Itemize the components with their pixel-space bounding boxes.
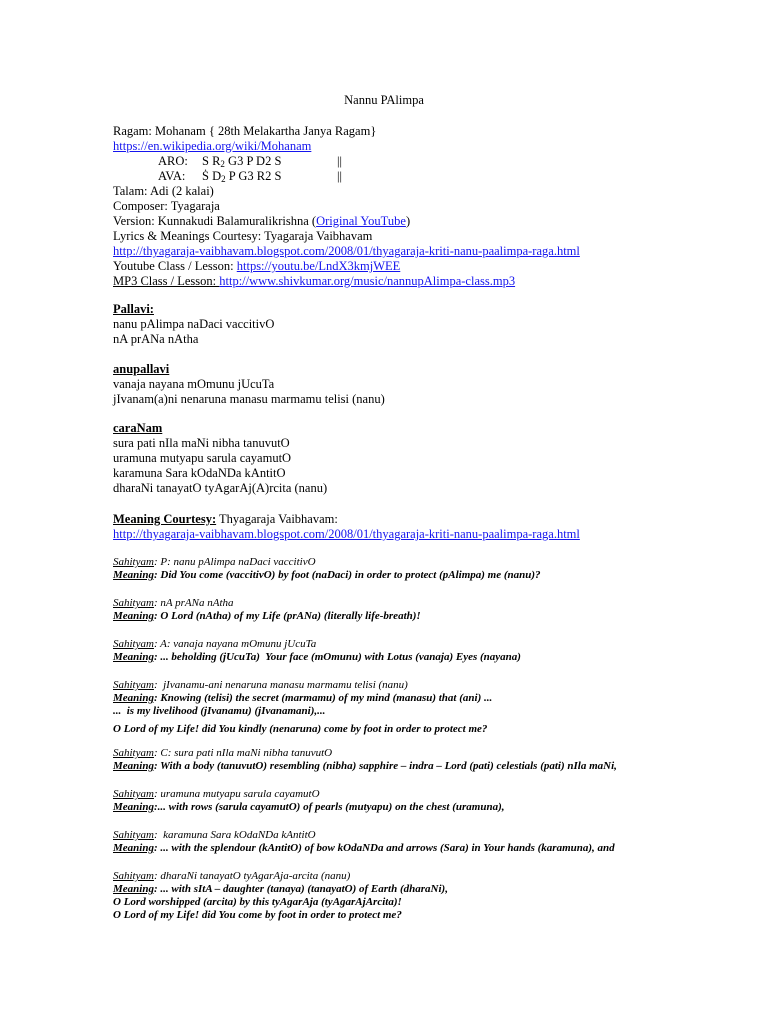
meaning-continuation: O Lord of my Life! did You kindly (nenaruna) come by foot in order to protect me? (113, 723, 488, 735)
sahityam-line: Sahityam: dharaNi tanayatO tyAgarAja-arcita (nanu) (113, 870, 351, 882)
meaning-block-7 (113, 829, 615, 855)
anupallavi-heading: anupallavi (113, 362, 170, 376)
anupallavi-line: vanaja nayana mOmunu jUcuTa (113, 377, 275, 391)
meaning-continuation: ... is my livelihood (jIvanamu) (jIvanamani),... (113, 705, 326, 717)
meaning-courtesy-section (113, 512, 580, 542)
meaning-block-1 (113, 556, 541, 582)
meaning-courtesy-link[interactable]: http://thyagaraja-vaibhavam.blogspot.com/2008/01/thyagaraja-kriti-nanu-paalimpa-raga.html (113, 527, 580, 541)
meaning-courtesy-heading: Meaning Courtesy: (113, 512, 217, 526)
meaning-block-3 (113, 638, 521, 664)
composer-line: Composer: Tyagaraja (113, 199, 220, 213)
meaning-line: Meaning:... with rows (sarula cayamutO) of pearls (mutyapu) on the chest (uramuna), (113, 801, 505, 813)
caranam-line: uramuna mutyapu sarula cayamutO (113, 451, 292, 465)
youtube-class-line: Youtube Class / Lesson: https://youtu.be/LndX3kmjWEE (113, 259, 401, 273)
song-info (113, 124, 580, 289)
meaning-block-4 (113, 679, 492, 736)
ava-end: || (337, 169, 343, 183)
anupallavi-line: jIvanam(a)ni nenaruna manasu marmamu telisi (nanu) (113, 392, 385, 406)
version-line: Version: Kunnakudi Balamuralikrishna (Original YouTube) (113, 214, 411, 228)
meaning-block-6 (113, 788, 504, 814)
meaning-block-2 (113, 597, 421, 623)
mp3-class-link[interactable]: http://www.shivkumar.org/music/nannupAlimpa-class.mp3 (219, 274, 516, 288)
original-youtube-link[interactable]: Original YouTube (316, 214, 406, 228)
caranam-line: sura pati nIla maNi nibha tanuvutO (113, 436, 290, 450)
meaning-block-5 (113, 747, 617, 773)
aro-end: || (337, 154, 343, 168)
ava-swaras: Ṡ $D_2$ P G3 R2 S (202, 169, 282, 184)
meaning-line: Meaning: O Lord (nAtha) of my Life (prANa) (literally life-breath)! (113, 610, 421, 622)
mp3-class-line: MP3 Class / Lesson: http://www.shivkumar.org/music/nannupAlimpa-class.mp3 (113, 274, 516, 288)
meaning-block-8 (113, 870, 448, 922)
talam-line: Talam: Adi (2 kalai) (113, 184, 214, 198)
caranam-heading: caraNam (113, 421, 163, 435)
lyrics-courtesy-line: Lyrics & Meanings Courtesy: Tyagaraja Vaibhavam (113, 229, 373, 243)
caranam-line: karamuna Sara kOdaNDa kAntitO (113, 466, 286, 480)
meaning-courtesy-text: Thyagaraja Vaibhavam: (216, 512, 338, 526)
avarohanam-line (113, 169, 580, 184)
caranam-line: dharaNi tanayatO tyAgarAj(A)rcita (nanu) (113, 481, 328, 495)
vaibhavam-link[interactable]: http://thyagaraja-vaibhavam.blogspot.com/2008/01/thyagaraja-kriti-nanu-paalimpa-raga.html (113, 244, 580, 258)
arohanam-line (113, 154, 580, 169)
pallavi-line: nanu pAlimpa naDaci vaccitivO (113, 317, 275, 331)
anupallavi-section (113, 362, 385, 407)
sahityam-line: Sahityam: uramuna mutyapu sarula cayamutO (113, 788, 320, 800)
meaning-line: Meaning: ... with sItA – daughter (tanaya) (tanayatO) of Earth (dharaNi), (113, 883, 448, 895)
meaning-line: Meaning: Did You come (vaccitivO) by foot (naDaci) in order to protect (pAlimpa) me (nanu)? (113, 569, 541, 581)
meaning-line: Meaning: ... with the splendour (kAntitO) of bow kOdaNDa and arrows (Sara) in Your hands (karamuna), and (113, 842, 615, 854)
sahityam-line: Sahityam: nA prANa nAtha (113, 597, 234, 609)
meaning-continuation: O Lord worshipped (arcita) by this tyAgarAja (tyAgarAjArcita)! (113, 896, 402, 908)
pallavi-line: nA prANa nAtha (113, 332, 199, 346)
wikipedia-link[interactable]: https://en.wikipedia.org/wiki/Mohanam (113, 139, 312, 153)
pallavi-section (113, 302, 274, 347)
document-title: Nannu PAlimpa (344, 93, 424, 107)
sahityam-line: Sahityam: jIvanamu-ani nenaruna manasu marmamu telisi (nanu) (113, 679, 408, 691)
sahityam-line: Sahityam: P: nanu pAlimpa naDaci vaccitivO (113, 556, 316, 568)
youtube-class-link[interactable]: https://youtu.be/LndX3kmjWEE (236, 259, 401, 273)
sahityam-line: Sahityam: karamuna Sara kOdaNDa kAntitO (113, 829, 316, 841)
ava-label: AVA: (158, 169, 186, 183)
meaning-line: Meaning: Knowing (telisi) the secret (marmamu) of my mind (manasu) that (ani) ... (113, 692, 493, 704)
meaning-line: Meaning: With a body (tanuvutO) resembling (nibha) sapphire – indra – Lord (pati) celestials (pati) nIla maNi, (113, 760, 617, 772)
pallavi-heading: Pallavi: (113, 302, 154, 316)
meaning-continuation: O Lord of my Life! did You come by foot in order to protect me? (113, 909, 402, 921)
aro-label: ARO: (158, 154, 188, 168)
sahityam-line: Sahityam: C: sura pati nIla maNi nibha tanuvutO (113, 747, 333, 759)
ragam-line: Ragam: Mohanam { 28th Melakartha Janya Ragam} (113, 124, 377, 138)
sahityam-line: Sahityam: A: vanaja nayana mOmunu jUcuTa (113, 638, 317, 650)
aro-swaras: S $R_2$ G3 P D2 S (202, 154, 282, 169)
meaning-line: Meaning: ... beholding (jUcuTa) Your face (mOmunu) with Lotus (vanaja) Eyes (nayana) (113, 651, 521, 663)
caranam-section (113, 421, 327, 496)
